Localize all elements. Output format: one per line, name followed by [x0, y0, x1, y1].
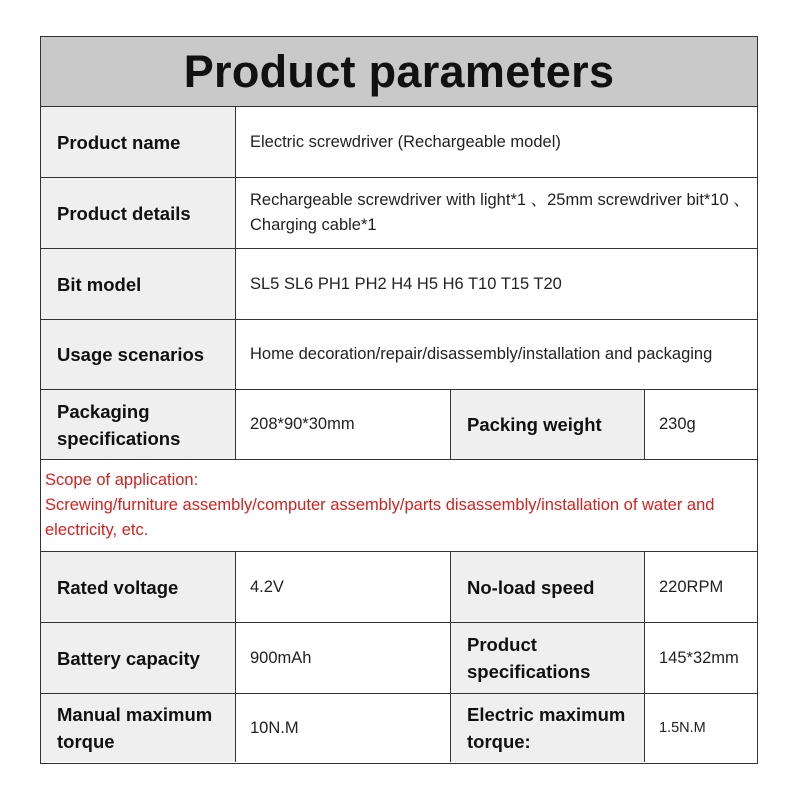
table-row: [41, 320, 757, 390]
table-row: [41, 249, 757, 320]
product-specifications-value: 145*32mm: [644, 623, 756, 693]
packaging-specifications-value: 208*90*30mm: [235, 390, 450, 459]
page-title: Product parameters: [183, 45, 615, 97]
packaging-specifications-label: Packaging specifications: [41, 390, 235, 459]
manual-torque-value: 10N.M: [235, 694, 450, 762]
rated-voltage-label: Rated voltage: [41, 552, 235, 622]
title-cell: [41, 37, 757, 106]
scope-row: [41, 460, 757, 552]
rated-voltage-value: 4.2V: [235, 552, 450, 622]
title-row: [41, 37, 757, 107]
manual-torque-label: Manual maximum torque: [41, 694, 235, 762]
table-row: [41, 107, 757, 178]
scope-heading: Scope of application:: [45, 471, 199, 489]
no-load-speed-value: 220RPM: [644, 552, 756, 622]
table-row: [41, 694, 757, 762]
scope-text: Screwing/furniture assembly/computer assembly/parts disassembly/installation of water and electricity, etc.: [45, 496, 715, 539]
bit-model-label: Bit model: [41, 249, 235, 319]
table-row: [41, 390, 757, 460]
product-name-label: Product name: [41, 107, 235, 177]
product-parameters-table: [40, 36, 758, 764]
battery-capacity-label: Battery capacity: [41, 623, 235, 693]
table-row: [41, 552, 757, 623]
bit-model-value: SL5 SL6 PH1 PH2 H4 H5 H6 T10 T15 T20: [235, 249, 756, 319]
scope-of-application: [41, 460, 757, 551]
product-specifications-label: Product specifications: [450, 623, 644, 693]
product-name-value: Electric screwdriver (Rechargeable model): [235, 107, 756, 177]
product-details-label: Product details: [41, 178, 235, 248]
table-row: [41, 623, 757, 694]
electric-torque-value: 1.5N.M: [644, 694, 756, 762]
packing-weight-value: 230g: [644, 390, 756, 459]
usage-scenarios-label: Usage scenarios: [41, 320, 235, 389]
usage-scenarios-value: Home decoration/repair/disassembly/installation and packaging: [235, 320, 756, 389]
no-load-speed-label: No-load speed: [450, 552, 644, 622]
product-details-value: Rechargeable screwdriver with light*1 、25mm screwdriver bit*10 、Charging cable*1: [235, 178, 756, 248]
table-row: [41, 178, 757, 249]
battery-capacity-value: 900mAh: [235, 623, 450, 693]
electric-torque-label: Electric maximum torque:: [450, 694, 644, 762]
packing-weight-label: Packing weight: [450, 390, 644, 459]
